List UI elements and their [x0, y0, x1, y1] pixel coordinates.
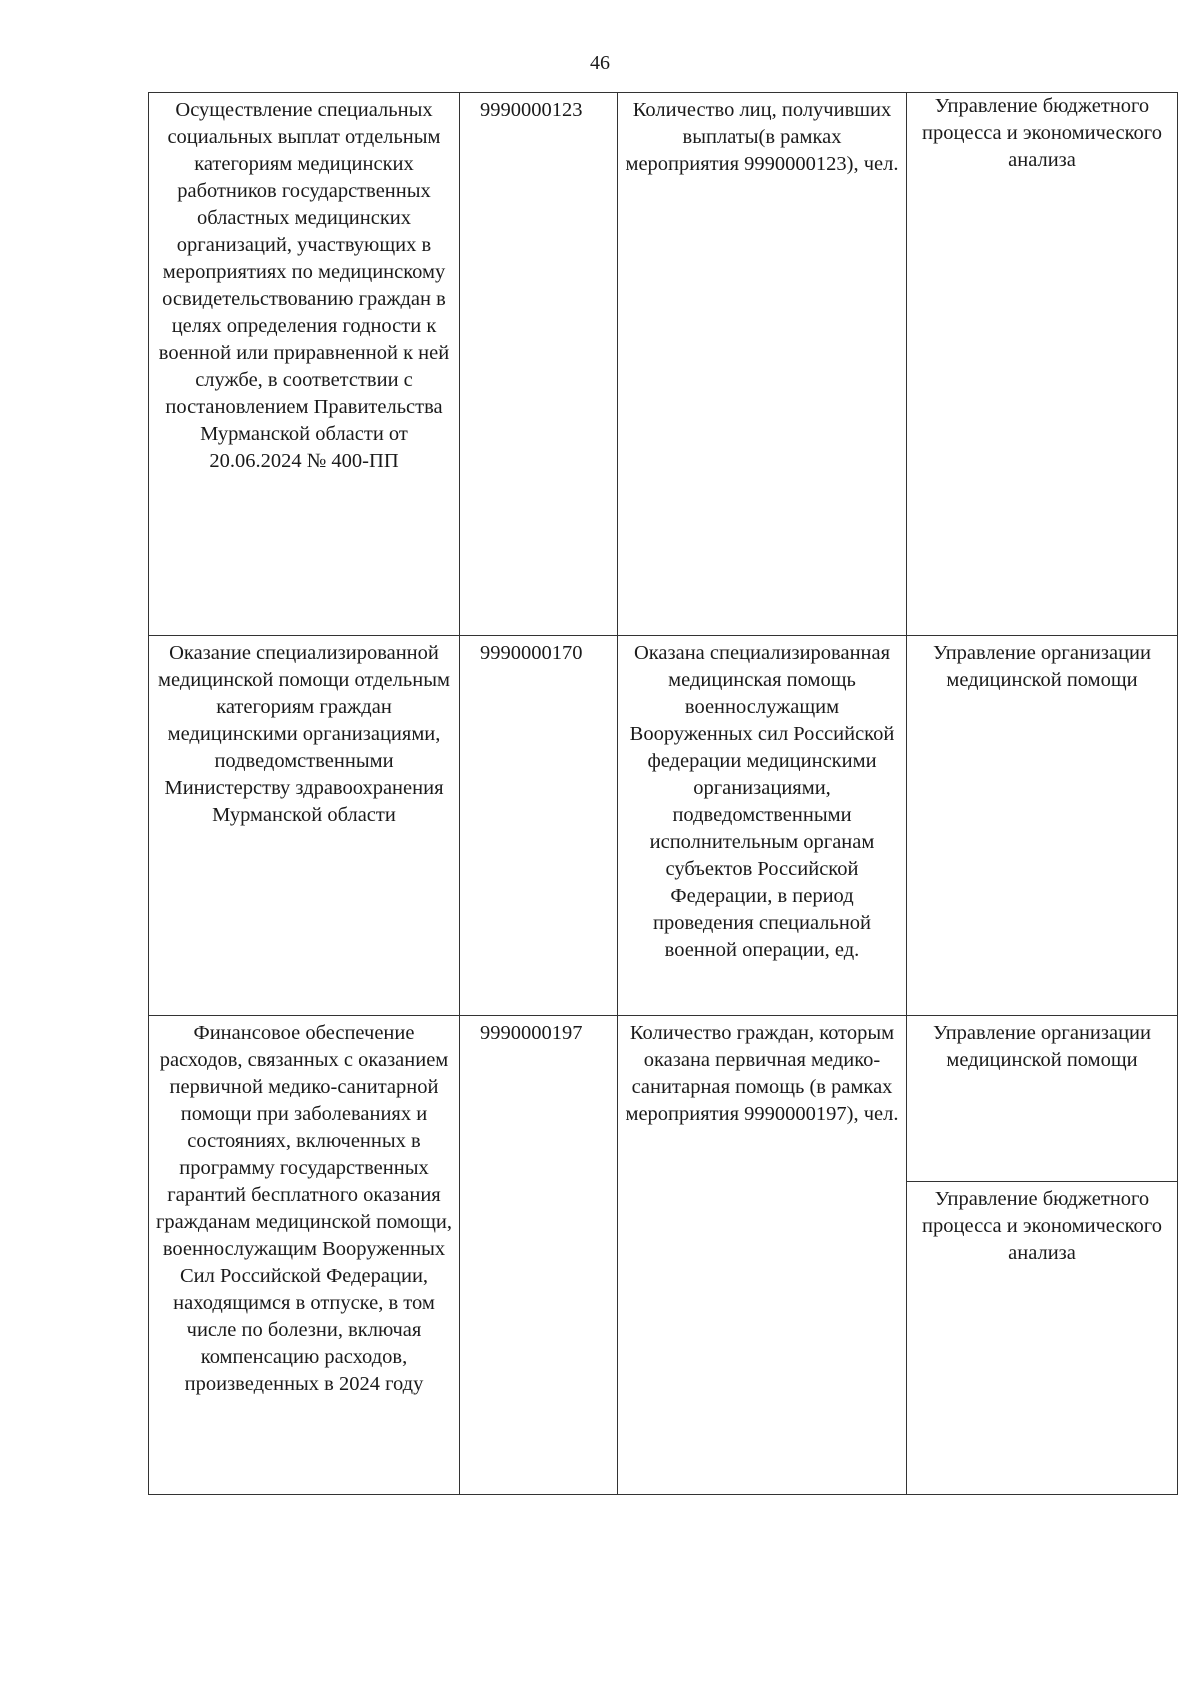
- description-cell: [149, 93, 460, 636]
- responsible-cell: [907, 1016, 1178, 1495]
- description-cell: [149, 1016, 460, 1495]
- table-row: [149, 93, 1178, 636]
- responsible-text: Управление организации медицинской помощи: [933, 1022, 1151, 1071]
- table-row: [149, 1016, 1178, 1495]
- indicator-text: Оказана специализированная медицинская помощь военнослужащим Вооруженных сил Российской федерации медицинскими организациями, подведомственными исполнительным органам субъектов Российской Федерации, в период проведения специальной военной операции, ед.: [629, 642, 895, 961]
- responsible-text: Управление бюджетного процесса и экономического анализа: [922, 1188, 1162, 1264]
- page-number: 46: [590, 52, 610, 74]
- code-cell: [460, 93, 618, 636]
- responsible-text: Управление организации медицинской помощи: [933, 642, 1151, 691]
- indicator-cell: [618, 1016, 907, 1495]
- code-text: 9990000123: [480, 99, 583, 121]
- description-text: Финансовое обеспечение расходов, связанных с оказанием первичной медико-санитарной помощи при заболеваниях и состояниях, включенных в программу государственных гарантий бесплатного оказания гражданам медицинской помощи, военнослужащим Вооруженных Сил Российской Федерации, находящимся в отпуске, в том числе по болезни, включая компенсацию расходов, произведенных в 2024 году: [155, 1022, 453, 1395]
- indicator-cell: [618, 93, 907, 636]
- indicator-cell: [618, 636, 907, 1016]
- table-row: [149, 636, 1178, 1016]
- description-text: Осуществление специальных социальных выплат отдельным категориям медицинских работников государственных областных медицинских организаций, участвующих в мероприятиях по медицинскому освидетельствованию граждан в целях определения годности к военной или приравненной к ней службе, в соответствии с постановлением Правительства Мурманской области от 20.06.2024 № 400-ПП: [158, 99, 450, 472]
- measures-table: [148, 92, 1178, 1495]
- responsible-cell: [907, 636, 1178, 1016]
- responsible-text: Управление бюджетного процесса и экономического анализа: [922, 95, 1162, 171]
- indicator-text: Количество лиц, получивших выплаты(в рамках мероприятия 9990000123), чел.: [625, 99, 899, 175]
- description-cell: [149, 636, 460, 1016]
- responsible-cell: [907, 93, 1178, 636]
- code-cell: [460, 1016, 618, 1495]
- responsible-subcell: [907, 1016, 1177, 1182]
- description-text: Оказание специализированной медицинской помощи отдельным категориям граждан медицинскими организациями, подведомственными Министерству здравоохранения Мурманской области: [158, 642, 450, 826]
- code-text: 9990000197: [480, 1022, 583, 1044]
- responsible-subcell: [907, 1182, 1177, 1267]
- indicator-text: Количество граждан, которым оказана первичная медико-санитарная помощь (в рамках мероприятия 9990000197), чел.: [625, 1022, 899, 1125]
- code-cell: [460, 636, 618, 1016]
- code-text: 9990000170: [480, 642, 583, 664]
